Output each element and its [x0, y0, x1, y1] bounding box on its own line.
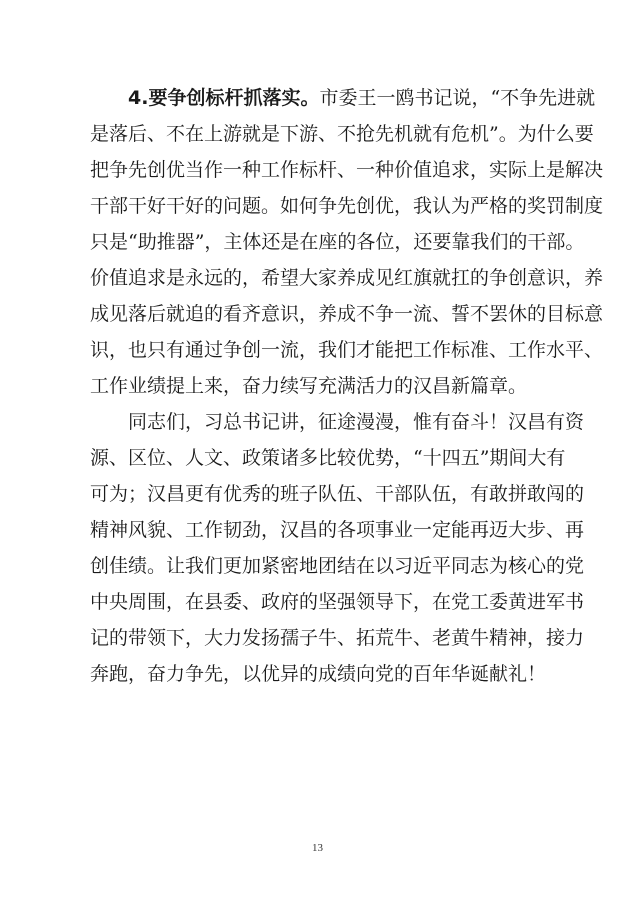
paragraph-1-line-2: 是落后、不在上游就是下游、不抢先机就有危机”。为什么要	[90, 123, 594, 145]
paragraph-2-line-2: 源、区位、人文、政策诸多比较优势，“十四五”期间大有	[90, 447, 566, 469]
paragraph-1-line-3: 把争先创优当作一种工作标杆、一种价值追求，实际上是解决	[90, 159, 604, 181]
paragraph-2-line-8: 奔跑，奋力争先，以优异的成绩向党的百年华诞献礼！	[90, 663, 547, 685]
paragraph-1-line-5: 只是“助推器”，主体还是在座的各位，还要靠我们的干部。	[90, 231, 585, 253]
paragraph-2-line-3: 可为；汉昌更有优秀的班子队伍、干部队伍，有敢拼敢闯的	[90, 483, 585, 505]
paragraph-1-line-7: 成见落后就追的看齐意识，养成不争一流、誓不罢休的目标意	[90, 303, 604, 325]
paragraph-1-line-9: 工作业绩提上来，奋力续写充满活力的汉昌新篇章。	[90, 375, 528, 397]
paragraph-1-line-1	[128, 80, 596, 116]
paragraph-1-line-8: 识，也只有通过争创一流，我们才能把工作标准、工作水平、	[90, 339, 604, 361]
section-heading: 4.要争创标杆抓落实。	[128, 87, 320, 109]
paragraph-1-line-6: 价值追求是永远的，希望大家养成见红旗就扛的争创意识，养	[90, 267, 604, 289]
paragraph-2-line-6: 中央周围，在县委、政府的坚强领导下，在党工委黄进军书	[90, 591, 585, 613]
paragraph-2-line-7: 记的带领下，大力发扬孺子牛、拓荒牛、老黄牛精神，接力	[90, 627, 585, 649]
paragraph-2-line-4: 精神风貌、工作韧劲，汉昌的各项事业一定能再迈大步、再	[90, 519, 585, 541]
paragraph-2-line-1: 同志们，习总书记讲，征途漫漫，惟有奋斗！汉昌有资	[128, 411, 585, 433]
page-number: 13	[312, 842, 323, 854]
paragraph-1-line-4: 干部干好干好的问题。如何争先创优，我认为严格的奖罚制度	[90, 195, 604, 217]
paragraph-2-line-5: 创佳绩。让我们更加紧密地团结在以习近平同志为核心的党	[90, 555, 585, 577]
paragraph-1-text-1: 市委王一鸥书记说，“不争先进就	[319, 87, 596, 109]
